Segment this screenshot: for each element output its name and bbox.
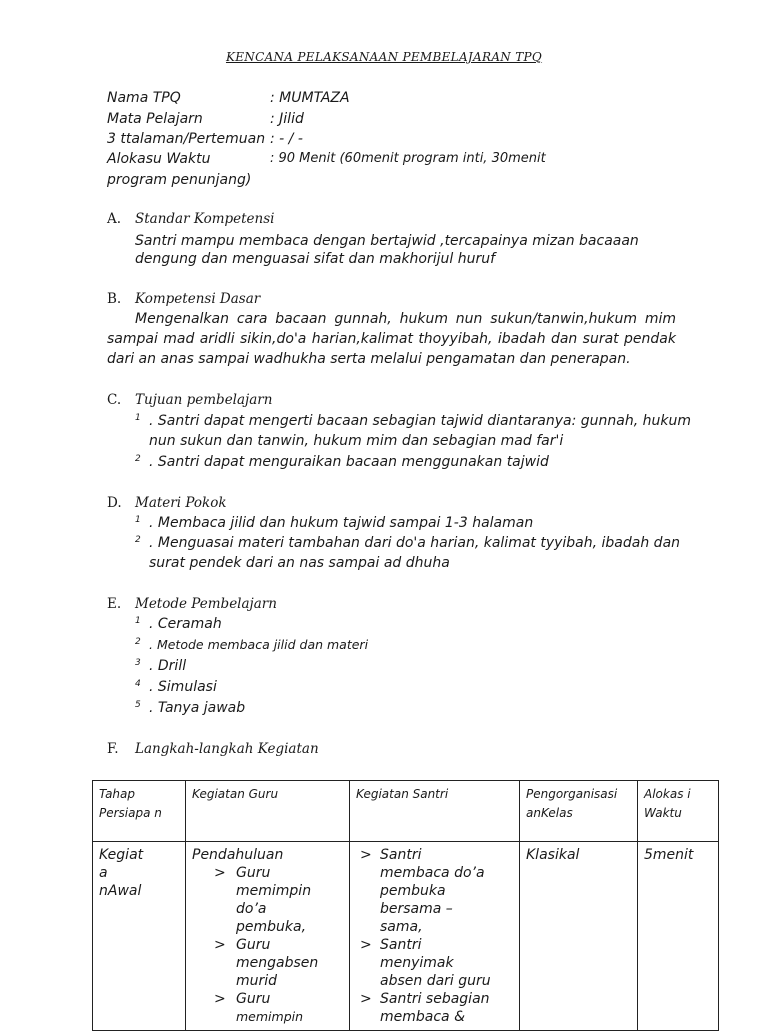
item-number: 2 (135, 454, 141, 464)
line: Guru (236, 991, 271, 1007)
item-number: 4 (135, 679, 141, 689)
section-f-title: Langkah-langkah Kegiatan (135, 741, 319, 757)
item-number: 2 (135, 535, 141, 545)
section-c-letter: C. (107, 392, 122, 408)
item-text: . Ceramah (149, 616, 222, 632)
section-d-item-1 (135, 515, 533, 531)
cell-tahap (93, 842, 186, 1031)
line: Santri (380, 847, 422, 863)
section-f-heading (107, 741, 319, 757)
tahap-line: a (99, 865, 108, 881)
header-alokasi: Alokas i Waktu (638, 781, 719, 842)
item-number: 1 (135, 413, 141, 423)
header-pengorganisasi: Pengorganisasi anKelas (520, 781, 638, 842)
table-header-row (93, 781, 719, 842)
section-d-letter: D. (107, 495, 122, 511)
section-d-heading (107, 495, 227, 511)
list-item (356, 990, 513, 1026)
arrow-bullet-icon: > (360, 847, 372, 863)
section-e-item-2 (135, 637, 368, 652)
line: memimpin (236, 1009, 304, 1024)
line: Santri sebagian (380, 991, 490, 1007)
section-e-heading (107, 596, 277, 612)
info-continuation: program penunjang) (107, 172, 252, 188)
section-b-line-2: sampai mad aridli sikin,do'a harian,kalimat thoyyibah, ibadah dan surat pendak (107, 331, 676, 347)
list-item (214, 936, 343, 990)
section-b-letter: B. (107, 291, 122, 307)
section-a-heading (107, 211, 275, 227)
section-c-item-1 (135, 413, 691, 429)
section-b-heading (107, 291, 260, 307)
line: Guru (236, 937, 271, 953)
section-c-title: Tujuan pembelajarn (135, 392, 273, 408)
line: absen dari guru (380, 973, 491, 989)
line: menyimak (380, 955, 454, 971)
section-e-item-1 (135, 616, 222, 632)
section-c-item-1-cont: nun sukun dan tanwin, hukum mim dan sebagian mad far'i (149, 433, 564, 449)
list-item (214, 864, 343, 936)
item-text: . Membaca jilid dan hukum tajwid sampai 1-3 halaman (149, 515, 534, 531)
header-tahap: Tahap Persiapa n (93, 781, 186, 842)
section-a-title: Standar Kompetensi (135, 211, 275, 227)
tahap-line: nAwal (99, 883, 142, 899)
item-number: 2 (135, 637, 141, 647)
line: do’a (236, 901, 267, 917)
tahap-line: Kegiat (99, 847, 144, 863)
section-c-item-2 (135, 454, 549, 470)
arrow-bullet-icon: > (214, 937, 226, 953)
arrow-bullet-icon: > (214, 865, 226, 881)
item-number: 3 (135, 658, 141, 668)
section-b-line-3: dari an anas sampai wadhukha serta melalui pengamatan dan penerapan. (107, 351, 631, 367)
item-number: 5 (135, 700, 141, 710)
arrow-bullet-icon: > (214, 991, 226, 1007)
section-b-line-1: Mengenalkan cara bacaan gunnah, hukum nun sukun/tanwin,hukum mim (135, 311, 676, 327)
section-c-heading (107, 392, 272, 408)
section-e-letter: E. (107, 596, 122, 612)
section-d-item-2 (135, 535, 680, 551)
info-label-2: Mata Pelajarn (107, 111, 203, 127)
section-d-item-2-cont: surat pendek dari an nas sampai ad dhuha (149, 555, 450, 571)
item-number: 1 (135, 515, 141, 525)
header-kegiatan-guru: Kegiatan Guru (186, 781, 350, 842)
item-text: . Tanya jawab (149, 700, 246, 716)
guru-list (214, 864, 343, 1026)
section-e-item-4 (135, 679, 217, 695)
info-value-4: : 90 Menit (60menit program inti, 30menit (270, 151, 546, 166)
line: murid (236, 973, 278, 989)
line: pembuka (380, 883, 446, 899)
section-d-title: Materi Pokok (135, 495, 227, 511)
info-label-3: 3 ttalaman/Pertemuan (107, 131, 266, 147)
cell-kegiatan-guru (186, 842, 350, 1031)
info-label-4: Alokasu Waktu (107, 151, 211, 167)
section-f-letter: F. (107, 741, 119, 757)
santri-list (356, 846, 513, 1026)
guru-title: Pendahuluan (192, 847, 284, 863)
cell-alokasi: 5menit (638, 842, 719, 1031)
item-text: . Metode membaca jilid dan materi (149, 637, 369, 652)
info-value-2: : Jilid (270, 111, 304, 127)
item-text: . Simulasi (149, 679, 217, 695)
line: pembuka, (236, 919, 307, 935)
arrow-bullet-icon: > (360, 937, 372, 953)
line: memimpin (236, 883, 312, 899)
cell-kegiatan-santri (350, 842, 520, 1031)
item-text: . Menguasai materi tambahan dari do'a harian, kalimat tyyibah, ibadah dan (149, 535, 681, 551)
section-b-title: Kompetensi Dasar (135, 291, 261, 307)
section-e-item-3 (135, 658, 186, 674)
info-value-1: : MUMTAZA (270, 90, 350, 106)
info-value-3: : - / - (270, 131, 303, 147)
line: Santri (380, 937, 422, 953)
section-e-item-5 (135, 700, 245, 716)
section-a-line-1: Santri mampu membaca dengan bertajwid ,tercapainya mizan bacaaan (135, 233, 639, 249)
header-kegiatan-santri: Kegiatan Santri (350, 781, 520, 842)
table-row (93, 842, 719, 1031)
list-item (356, 846, 513, 936)
line: bersama – (380, 901, 453, 917)
arrow-bullet-icon: > (360, 991, 372, 1007)
cell-pengorganisasi: Klasikal (520, 842, 638, 1031)
activities-table (92, 780, 719, 1031)
document-title: KENCANA PELAKSANAAN PEMBELAJARAN TPQ (225, 50, 543, 64)
item-text: . Drill (149, 658, 187, 674)
section-e-title: Metode Pembelajarn (135, 596, 277, 612)
line: sama, (380, 919, 423, 935)
section-a-letter: A. (107, 211, 122, 227)
item-text: . Santri dapat mengerti bacaan sebagian tajwid diantaranya: gunnah, hukum (149, 413, 691, 429)
item-number: 1 (135, 616, 141, 626)
line: mengabsen (236, 955, 319, 971)
info-label-1: Nama TPQ (107, 90, 181, 106)
line: membaca do’a (380, 865, 485, 881)
section-a-line-2: dengung dan menguasai sifat dan makhorijul huruf (135, 251, 496, 267)
item-text: . Santri dapat menguraikan bacaan menggunakan tajwid (149, 454, 549, 470)
list-item (214, 990, 343, 1026)
line: Guru (236, 865, 271, 881)
line: membaca & (380, 1009, 465, 1025)
list-item (356, 936, 513, 990)
